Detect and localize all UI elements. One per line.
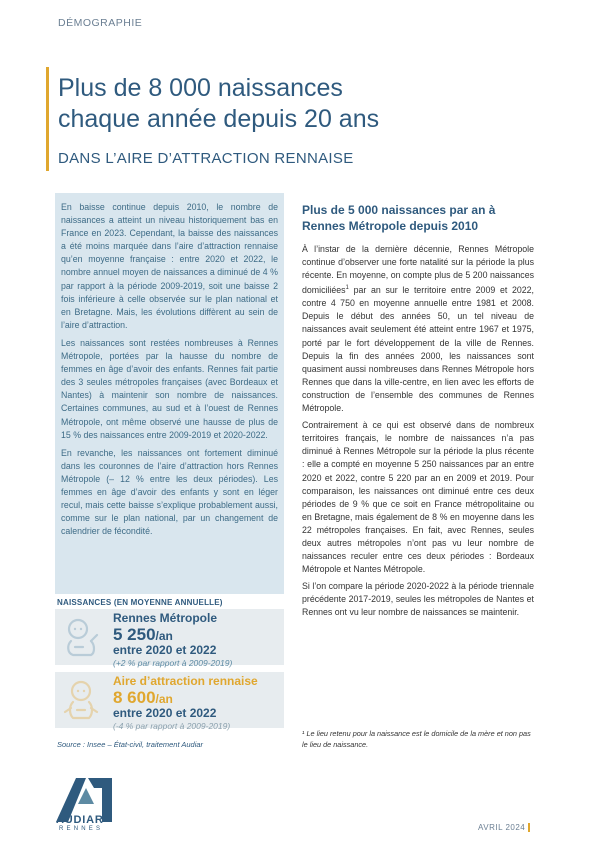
stats-label: NAISSANCES (EN MOYENNE ANNUELLE) [57, 598, 223, 607]
page-subtitle: DANS L’AIRE D’ATTRACTION RENNAISE [58, 150, 354, 167]
intro-paragraph: Les naissances sont restées nombreuses à Rennes Métropole, portées par la hausse du nombre de femmes en âge d’avoir des enfants. Rennes fait partie des 3 seules métropoles françaises (avec Bordeaux et Nantes) à maintenir son nombre de naissances. Certaines communes, au sud et à l’ouest de Rennes Métropole, ont même observé une hausse de plus de 15 % des naissances entre 2009-2019 et 2020-2022. [61, 337, 278, 440]
title-accent-bar [46, 67, 49, 171]
article-paragraph: Contrairement à ce qui est observé dans de nombreux territoires français, le nombre de naissances n’a pas diminué à Rennes Métropole sur la période la plus récente : elle a compté en moyenne 5 250 naissances par an entre 2020 et 2022, contre 5 220 par an en 2009 et 2019. Pour comparaison, les naissances ont diminué entre ces deux périodes de 9 % que ce soit en France métropolitaine ou en Bretagne, mais également de 8 % en moyenne dans les 22 métropoles françaises. En fait, avec Rennes, seules deux autres métropoles n’ont pas vu leur nombre de naissances reculer entre ces deux périodes : Bordeaux Métropole et Nantes Métropole. [302, 420, 534, 575]
publication-date: AVRIL 2024 [478, 823, 530, 832]
stat-note: (+2 % par rapport à 2009-2019) [113, 658, 233, 668]
stat-note: (-4 % par rapport à 2009-2019) [113, 721, 231, 731]
article-heading: Plus de 5 000 naissances par an à Rennes Métropole depuis 2010 [302, 203, 496, 233]
stat-name: Rennes Métropole [113, 611, 218, 625]
footnote-ref: 1 [345, 285, 349, 292]
stat-card-rennes-metropole [55, 609, 284, 668]
main-article [302, 202, 534, 624]
intro-box [55, 193, 284, 594]
title-line-1: Plus de 8 000 naissances [58, 74, 343, 102]
stat-value: 5 250/an [113, 625, 173, 644]
section-tag: DÉMOGRAPHIE [58, 17, 143, 29]
stat-period: entre 2020 et 2022 [113, 706, 217, 720]
intro-paragraph: En revanche, les naissances ont fortement diminué dans les couronnes de l’aire d’attraction hors Rennes Métropole (– 12 % entre les deux périodes). Les femmes en âge d’avoir des enfants y sont en léger recul, mais cette baisse s’explique probablement aussi, comme sur le plan national, par un changement de calendrier de fécondité. [61, 447, 278, 537]
intro-paragraph: En baisse continue depuis 2010, le nombre de naissances a atteint un niveau historiquement bas en France en 2023. Cependant, la baisse des naissances a été moins marquée dans l’aire d’attraction rennaise qu’en moyenne française : entre 2020 et 2022, le nombre annuel moyen de naissances a diminué de 4 % par rapport à la période 2009-2019, soit une baisse 2 fois inférieure à celle observée sur le plan national et en Bretagne. Mais, les évolutions diffèrent au sein de l’aire d’attraction. [61, 202, 278, 330]
logo-name: AUDIAR [56, 814, 104, 826]
page-title [58, 73, 538, 135]
logo-sub: RENNES [59, 826, 104, 832]
baby-icon [61, 678, 101, 722]
title-line-2: chaque année depuis 20 ans [58, 105, 380, 133]
stat-value: 8 600/an [113, 688, 173, 707]
footnote: ¹ Le lieu retenu pour la naissance est le domicile de la mère et non pas le lieu de naissance. [302, 729, 531, 749]
source-note: Source : Insee – État-civil, traitement Audiar [57, 740, 204, 749]
date-accent-bar [528, 823, 530, 832]
article-paragraph: À l’instar de la dernière décennie, Rennes Métropole continue d’observer une forte natalité sur la période la plus récente. En moyenne, on compte plus de 5 200 naissances domiciliées$^1$ par an sur le territoire entre 2009 et 2022, contre 4 750 en moyenne annuelle entre 1981 et 2008. Depuis le début des années 50, un tel niveau de naissances avait seulement été atteint entre 1967 et 1975, porté par le fort développement de la ville de Rennes. Depuis la fin des années 2000, les naissances sont quasiment aussi nombreuses dans Rennes Métropole hors Rennes que dans la ville-centre, en lien avec les efforts de construction de l’ensemble des communes de Rennes Métropole. [302, 244, 534, 414]
baby-icon [61, 615, 101, 659]
stat-card-aire-attraction [55, 672, 284, 731]
stat-period: entre 2020 et 2022 [113, 643, 217, 657]
article-paragraph: Si l’on compare la période 2020-2022 à la période triennale précédente 2017-2019, seules les métropoles de Nantes et Rennes ont vu leur nombre de naissances se maintenir. [302, 581, 534, 618]
stat-name: Aire d’attraction rennaise [113, 674, 258, 688]
